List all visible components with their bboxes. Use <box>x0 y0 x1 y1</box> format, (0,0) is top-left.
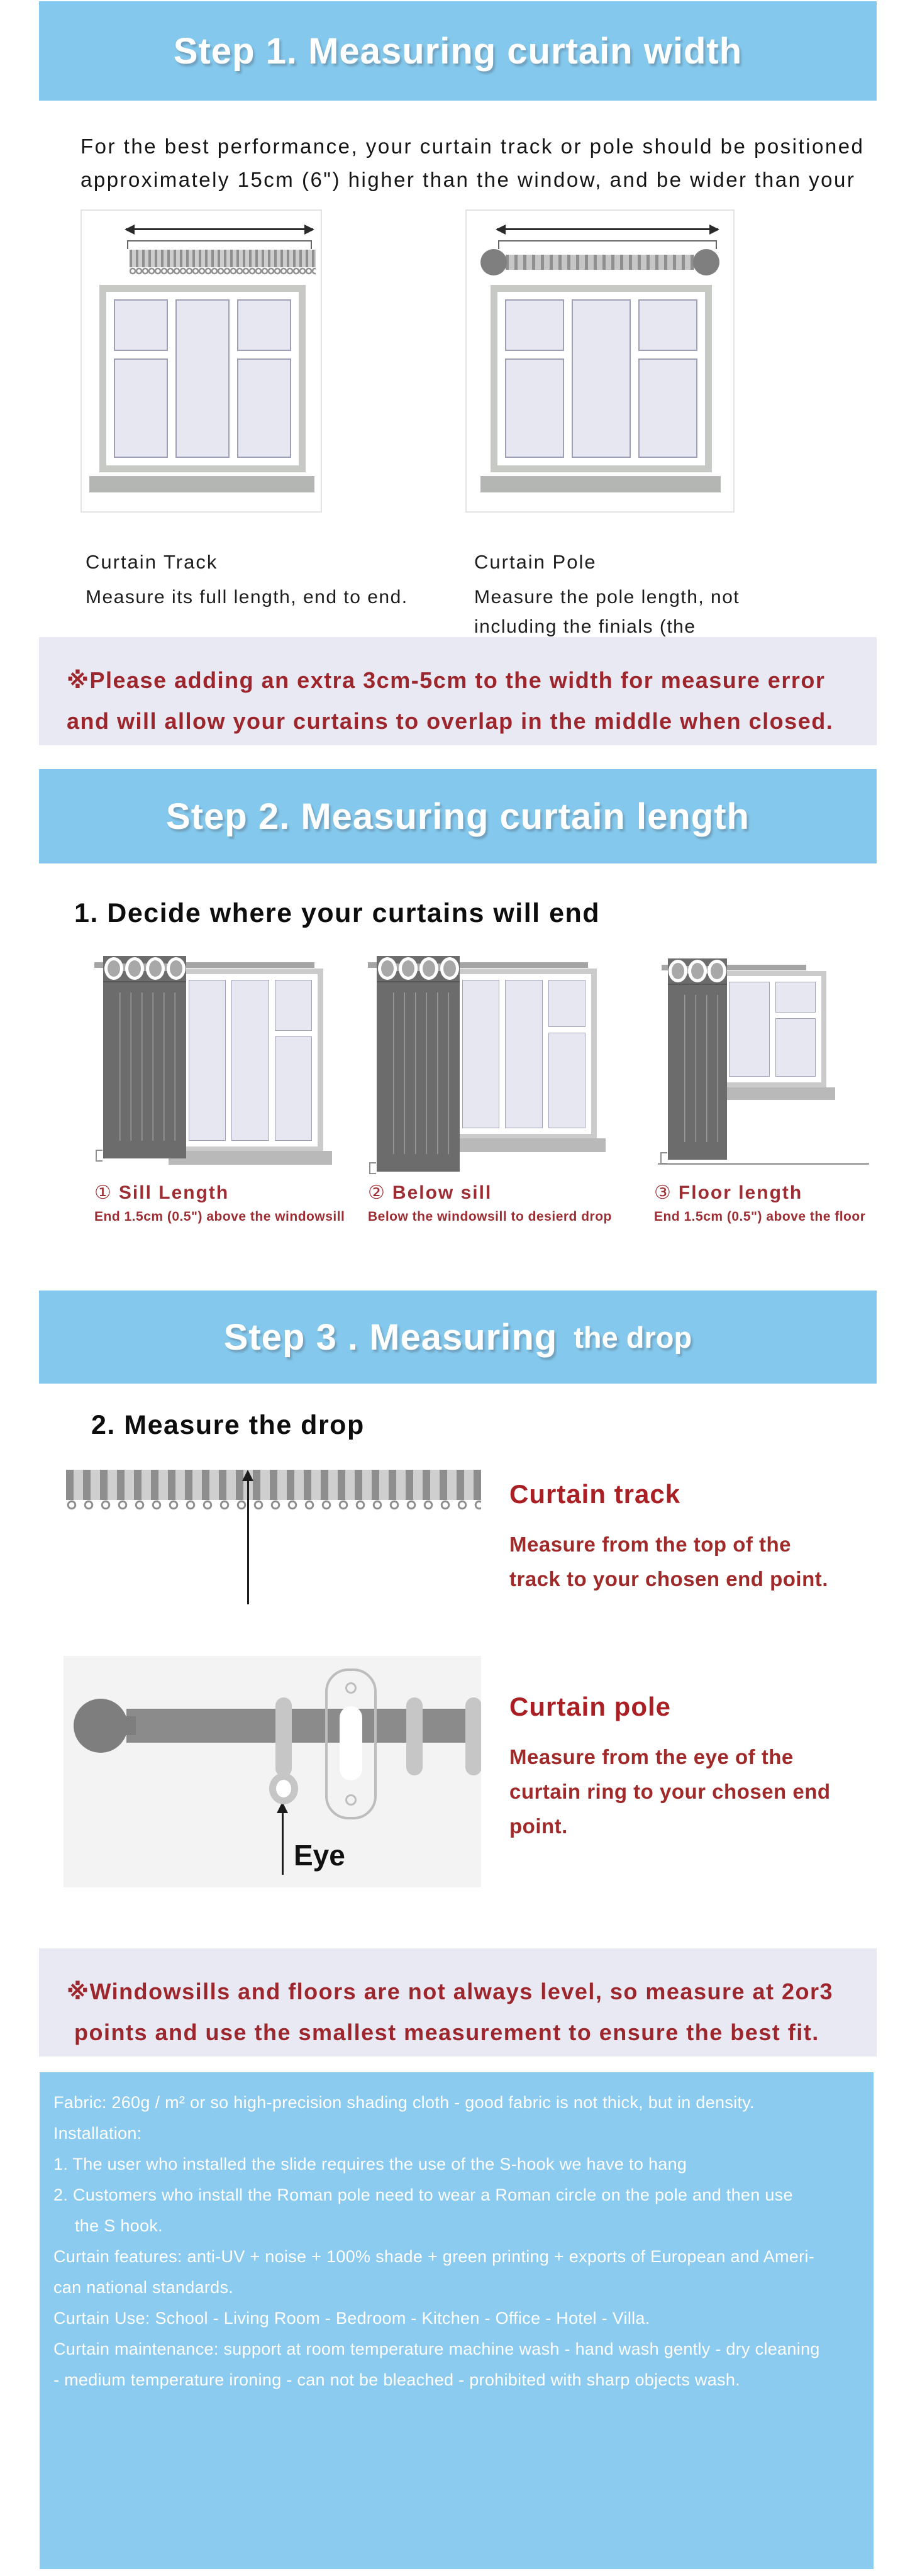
option1-desc: End 1.5cm (0.5") above the windowsill <box>94 1209 345 1224</box>
window-pane <box>775 982 816 1013</box>
curtain-track-icon <box>66 1470 481 1500</box>
window-pane <box>548 1033 585 1128</box>
grommet-icon <box>688 960 707 982</box>
pole-finial-icon <box>480 249 507 275</box>
width-note-box <box>39 637 877 745</box>
bracket-screw-icon <box>345 1794 357 1806</box>
window-pane <box>114 299 168 351</box>
window-pane <box>505 299 564 351</box>
track-drop-text <box>509 1479 828 1596</box>
grommet-icon <box>669 960 687 982</box>
pole-drop-desc-line2: curtain ring to your chosen end <box>509 1780 831 1803</box>
step1-intro-line2: approximately 15cm (6") higher than the window, and be wider than your <box>80 168 856 191</box>
bracket-screw-icon <box>345 1682 357 1694</box>
window-illustration <box>491 285 712 472</box>
window-column <box>638 299 697 458</box>
width-note-line2: and will allow your curtains to overlap in the middle when closed. <box>67 708 834 734</box>
step2-banner <box>39 769 877 863</box>
option1-title: ① Sill Length <box>94 1182 230 1203</box>
window-pane <box>572 299 631 458</box>
window-pane <box>114 358 168 458</box>
windowsill <box>89 476 314 492</box>
window-column <box>505 299 564 458</box>
footer-install-step2: 2. Customers who install the Roman pole need to wear a Roman circle on the pole and then use <box>53 2185 793 2204</box>
window-illustration <box>451 969 597 1140</box>
step1-banner-title: Step 1. Measuring curtain width <box>173 30 743 72</box>
step1-intro-line1: For the best performance, your curtain track or pole should be positioned <box>80 135 865 158</box>
grommet-icon <box>104 957 123 980</box>
curtain-pole-diagram <box>465 209 735 513</box>
option-sill-length <box>94 955 345 1224</box>
footer-features-line2: can national standards. <box>53 2278 234 2297</box>
window-column <box>572 299 631 458</box>
window-pane <box>638 358 697 458</box>
width-arrow-icon <box>126 228 313 230</box>
footer-maintenance-line1: Curtain maintenance: support at room temperature machine wash - hand wash gently - dry cleaning <box>53 2340 820 2358</box>
step3-banner-subtitle: the drop <box>574 1320 692 1354</box>
grommet-icon <box>146 957 165 980</box>
window-column <box>175 299 230 458</box>
track-eyelets-icon <box>130 267 316 275</box>
window-column <box>231 980 269 1141</box>
pole-finial-icon <box>74 1699 128 1753</box>
window-illustration <box>177 969 323 1152</box>
window-pane <box>275 980 312 1031</box>
floor-length-illustration <box>654 955 880 1172</box>
ring-eye-icon <box>269 1773 298 1804</box>
window-pane <box>237 299 291 351</box>
pole-caption-desc-line2: including the finials (the <box>474 616 696 637</box>
step3-banner <box>39 1291 877 1384</box>
grommet-icon <box>707 960 726 982</box>
track-caption-title: Curtain Track <box>86 551 218 573</box>
footer-install-step1: 1. The user who installed the slide requires the use of the S-hook we have to hang <box>53 2155 687 2174</box>
step2-banner-title: Step 2. Measuring curtain length <box>166 796 750 837</box>
pole-bracket-icon <box>325 1668 377 1819</box>
window-pane <box>189 980 226 1141</box>
product-info-box <box>40 2072 874 2569</box>
track-caption <box>86 551 408 612</box>
window-pane <box>505 358 564 458</box>
window-column <box>189 980 226 1141</box>
measure-tick-icon <box>96 1150 103 1162</box>
curtain-ring-icon <box>275 1697 292 1777</box>
window-column <box>462 980 499 1128</box>
windowsill <box>480 476 721 492</box>
bracket-slot <box>340 1706 362 1780</box>
track-eyelets-icon <box>66 1500 481 1512</box>
curtain-track-icon <box>130 250 316 267</box>
step2-heading: 1. Decide where your curtains will end <box>74 898 601 928</box>
window-column <box>729 982 770 1077</box>
drop-note-line1: ※Windowsills and floors are not always level, so measure at 2or3 <box>67 1979 834 2004</box>
measure-tick-icon <box>369 1162 376 1174</box>
grommet-icon <box>440 957 459 980</box>
grommet-icon <box>125 957 144 980</box>
grommet-icon <box>419 957 438 980</box>
pole-caption-desc-line1: Measure the pole length, not <box>474 587 740 608</box>
curtain-pole-icon <box>126 1709 481 1743</box>
grommet-icon <box>167 957 186 980</box>
track-drop-desc-line1: Measure from the top of the <box>509 1533 792 1556</box>
window-pane <box>175 299 230 458</box>
footer-maintenance-line2: - medium temperature ironing - can not be bleached - prohibited with sharp objects wash. <box>53 2370 740 2389</box>
window-pane <box>638 299 697 351</box>
windowsill <box>712 1087 835 1100</box>
width-arrow-icon <box>497 228 718 230</box>
window-column <box>775 982 816 1077</box>
curtain-panel <box>377 956 460 1172</box>
window-pane <box>505 980 542 1128</box>
window-column <box>548 980 585 1128</box>
footer-installation: Installation: <box>53 2124 142 2143</box>
window-pane <box>548 980 585 1027</box>
footer-features-line1: Curtain features: anti-UV + noise + 100% shade + green printing + exports of European and Ameri- <box>53 2247 815 2266</box>
step1-banner <box>39 1 877 101</box>
window-pane <box>775 1018 816 1077</box>
footer-install-step2b: the S hook. <box>75 2216 163 2235</box>
option1-number: ① <box>94 1182 113 1203</box>
grommet-icon <box>378 957 397 980</box>
option3-desc: End 1.5cm (0.5") above the floor <box>654 1209 866 1224</box>
curtain-folds <box>674 995 721 1142</box>
windowsill <box>169 1151 332 1165</box>
window-pane <box>237 358 291 458</box>
option3-number: ③ <box>654 1182 672 1203</box>
curtain-ring-icon <box>465 1697 481 1775</box>
drop-note-box <box>39 1948 877 2057</box>
track-drop-illustration <box>66 1470 481 1614</box>
drop-arrow-icon <box>247 1480 249 1604</box>
option-below-sill <box>368 955 612 1224</box>
window-column <box>114 299 168 458</box>
footer-use: Curtain Use: School - Living Room - Bedroom - Kitchen - Office - Hotel - Villa. <box>53 2309 650 2328</box>
measure-tick-icon <box>660 1152 667 1164</box>
curtain-track-diagram <box>80 209 322 513</box>
window-illustration <box>99 285 306 472</box>
curtain-grommets <box>103 956 186 982</box>
curtain-grommets <box>377 956 460 982</box>
curtain-folds <box>383 992 453 1154</box>
pole-finial-icon <box>693 249 719 275</box>
pole-caption <box>474 551 740 641</box>
eye-arrow-icon <box>282 1812 284 1875</box>
curtain-panel <box>103 956 186 1158</box>
pole-drop-desc-line3: point. <box>509 1814 568 1838</box>
option2-title: ② Below sill <box>368 1182 492 1203</box>
window-illustration <box>718 971 826 1087</box>
window-column <box>275 980 312 1141</box>
pole-caption-title: Curtain Pole <box>474 551 597 573</box>
windowsill <box>442 1138 606 1152</box>
pole-drop-illustration <box>64 1656 481 1887</box>
pole-neck-icon <box>126 1716 136 1735</box>
track-caption-desc: Measure its full length, end to end. <box>86 587 408 608</box>
floor-line <box>658 1163 869 1165</box>
curtain-pole-icon <box>506 255 694 270</box>
window-pane <box>729 982 770 1077</box>
window-pane <box>231 980 269 1141</box>
option2-desc: Below the windowsill to desierd drop <box>368 1209 612 1224</box>
sill-length-illustration <box>94 955 333 1172</box>
curtain-grommets <box>668 958 727 985</box>
step1-intro <box>80 130 879 196</box>
eye-label: Eye <box>294 1839 345 1872</box>
footer-fabric: Fabric: 260g / m² or so high-precision shading cloth - good fabric is not thick, but in density. <box>53 2093 755 2112</box>
drop-note-line2: points and use the smallest measurement to ensure the best fit. <box>74 2019 819 2045</box>
track-drop-title: Curtain track <box>509 1479 681 1509</box>
curtain-folds <box>109 992 180 1141</box>
window-pane <box>275 1036 312 1141</box>
curtain-panel <box>668 958 727 1160</box>
window-column <box>505 980 542 1128</box>
width-bracket-icon <box>127 240 312 249</box>
track-drop-desc-line2: track to your chosen end point. <box>509 1567 828 1591</box>
pole-drop-desc-line1: Measure from the eye of the <box>509 1745 794 1768</box>
step3-banner-title: Step 3 . Measuring <box>223 1316 558 1358</box>
grommet-icon <box>399 957 418 980</box>
pole-drop-text <box>509 1692 831 1843</box>
window-pane <box>462 980 499 1128</box>
below-sill-illustration <box>368 955 607 1172</box>
width-bracket-icon <box>498 240 717 249</box>
pole-drop-title: Curtain pole <box>509 1692 672 1721</box>
option-floor-length <box>654 955 880 1224</box>
option3-title: ③ Floor length <box>654 1182 803 1203</box>
curtain-ring-icon <box>406 1697 423 1775</box>
option2-number: ② <box>368 1182 386 1203</box>
step3-heading: 2. Measure the drop <box>91 1410 365 1440</box>
width-note-line1: ※Please adding an extra 3cm-5cm to the width for measure error <box>67 667 826 693</box>
window-column <box>237 299 291 458</box>
